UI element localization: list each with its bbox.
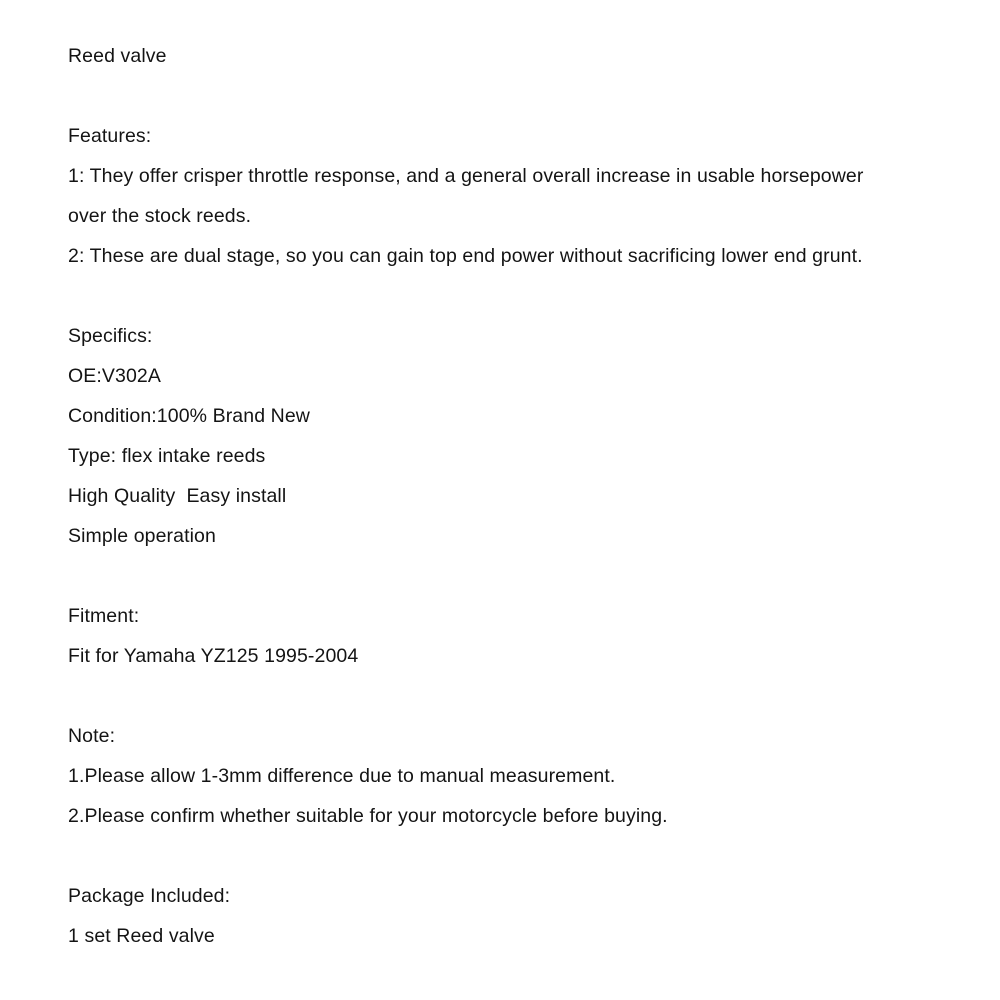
feature-line: 1: They offer crisper throttle response, and a general overall increase in usable horsepower	[68, 165, 864, 187]
spec-line-operation: Simple operation	[68, 525, 216, 547]
section-features	[68, 116, 960, 276]
spec-line-condition: Condition:100% Brand New	[68, 405, 310, 427]
note-line: 1.Please allow 1-3mm difference due to manual measurement.	[68, 765, 616, 787]
section-fitment	[68, 596, 960, 676]
section-heading: Package Included:	[68, 885, 231, 907]
feature-line: 2: These are dual stage, so you can gain top end power without sacrificing lower end grunt.	[68, 245, 863, 267]
product-title: Reed valve	[68, 45, 167, 67]
section-heading: Note:	[68, 725, 116, 747]
spec-line-oe: OE:V302A	[68, 365, 161, 387]
spec-line-quality: High Quality Easy install	[68, 485, 287, 507]
section-heading: Features:	[68, 125, 152, 147]
feature-line: over the stock reeds.	[68, 205, 252, 227]
section-specifics	[68, 316, 960, 556]
section-heading: Specifics:	[68, 325, 153, 347]
section-package-included	[68, 876, 960, 956]
package-line: 1 set Reed valve	[68, 925, 215, 947]
section-heading: Fitment:	[68, 605, 140, 627]
note-line: 2.Please confirm whether suitable for your motorcycle before buying.	[68, 805, 668, 827]
section-note	[68, 716, 960, 836]
fitment-line: Fit for Yamaha YZ125 1995-2004	[68, 645, 359, 667]
spec-line-type: Type: flex intake reeds	[68, 445, 266, 467]
